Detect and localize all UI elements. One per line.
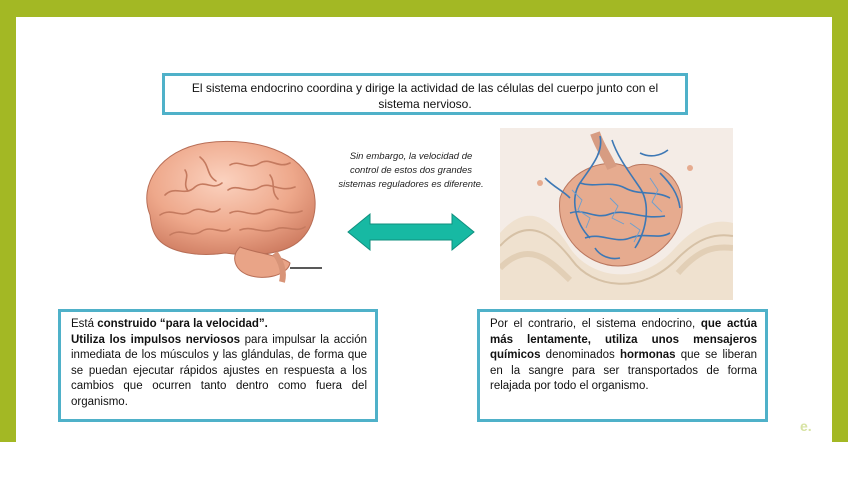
nervous-paragraph-bold: Utiliza los impulsos nerviosos <box>71 333 241 346</box>
middle-note: Sin embargo, la velocidad de control de estos dos grandes sistemas reguladores es diferente. <box>338 151 484 190</box>
endocrine-part1: Por el contrario, el sistema endocrino, <box>490 318 701 330</box>
nervous-line1 <box>71 317 367 333</box>
endocrine-system-box <box>477 309 768 422</box>
title-text: El sistema endocrino coordina y dirige la actividad de las células del cuerpo junto con el sistema nervioso. <box>191 81 659 111</box>
nervous-line1-bold: construido “para la velocidad”. <box>97 318 268 330</box>
endocrine-gland-illustration <box>500 128 733 300</box>
nervous-paragraph-rest: para impulsar la acción inmediata de los músculos y las glándulas, de forma que se puedan ejecutar rápidos ajustes en respuesta a los cambios que ocurren tanto dentro como fuera del organismo. <box>71 333 368 408</box>
endocrine-part2-bold: que actúa más lentamente, utiliza unos mensajeros químicos <box>490 318 757 361</box>
nervous-paragraph <box>71 333 367 411</box>
corner-text: e. <box>800 418 812 434</box>
nervous-system-box <box>58 309 378 422</box>
double-arrow-icon <box>346 212 476 252</box>
endocrine-hormonas-bold: hormonas <box>619 349 676 361</box>
endocrine-part3: denominados <box>540 349 620 361</box>
title-box <box>162 73 688 115</box>
brain-illustration <box>130 135 325 285</box>
endocrine-part5: que se liberan en la sangre para ser transportados de forma relajada por todo el organismo. <box>490 349 757 392</box>
endocrine-paragraph <box>490 317 757 395</box>
nervous-line1-prefix: Está <box>71 318 98 330</box>
